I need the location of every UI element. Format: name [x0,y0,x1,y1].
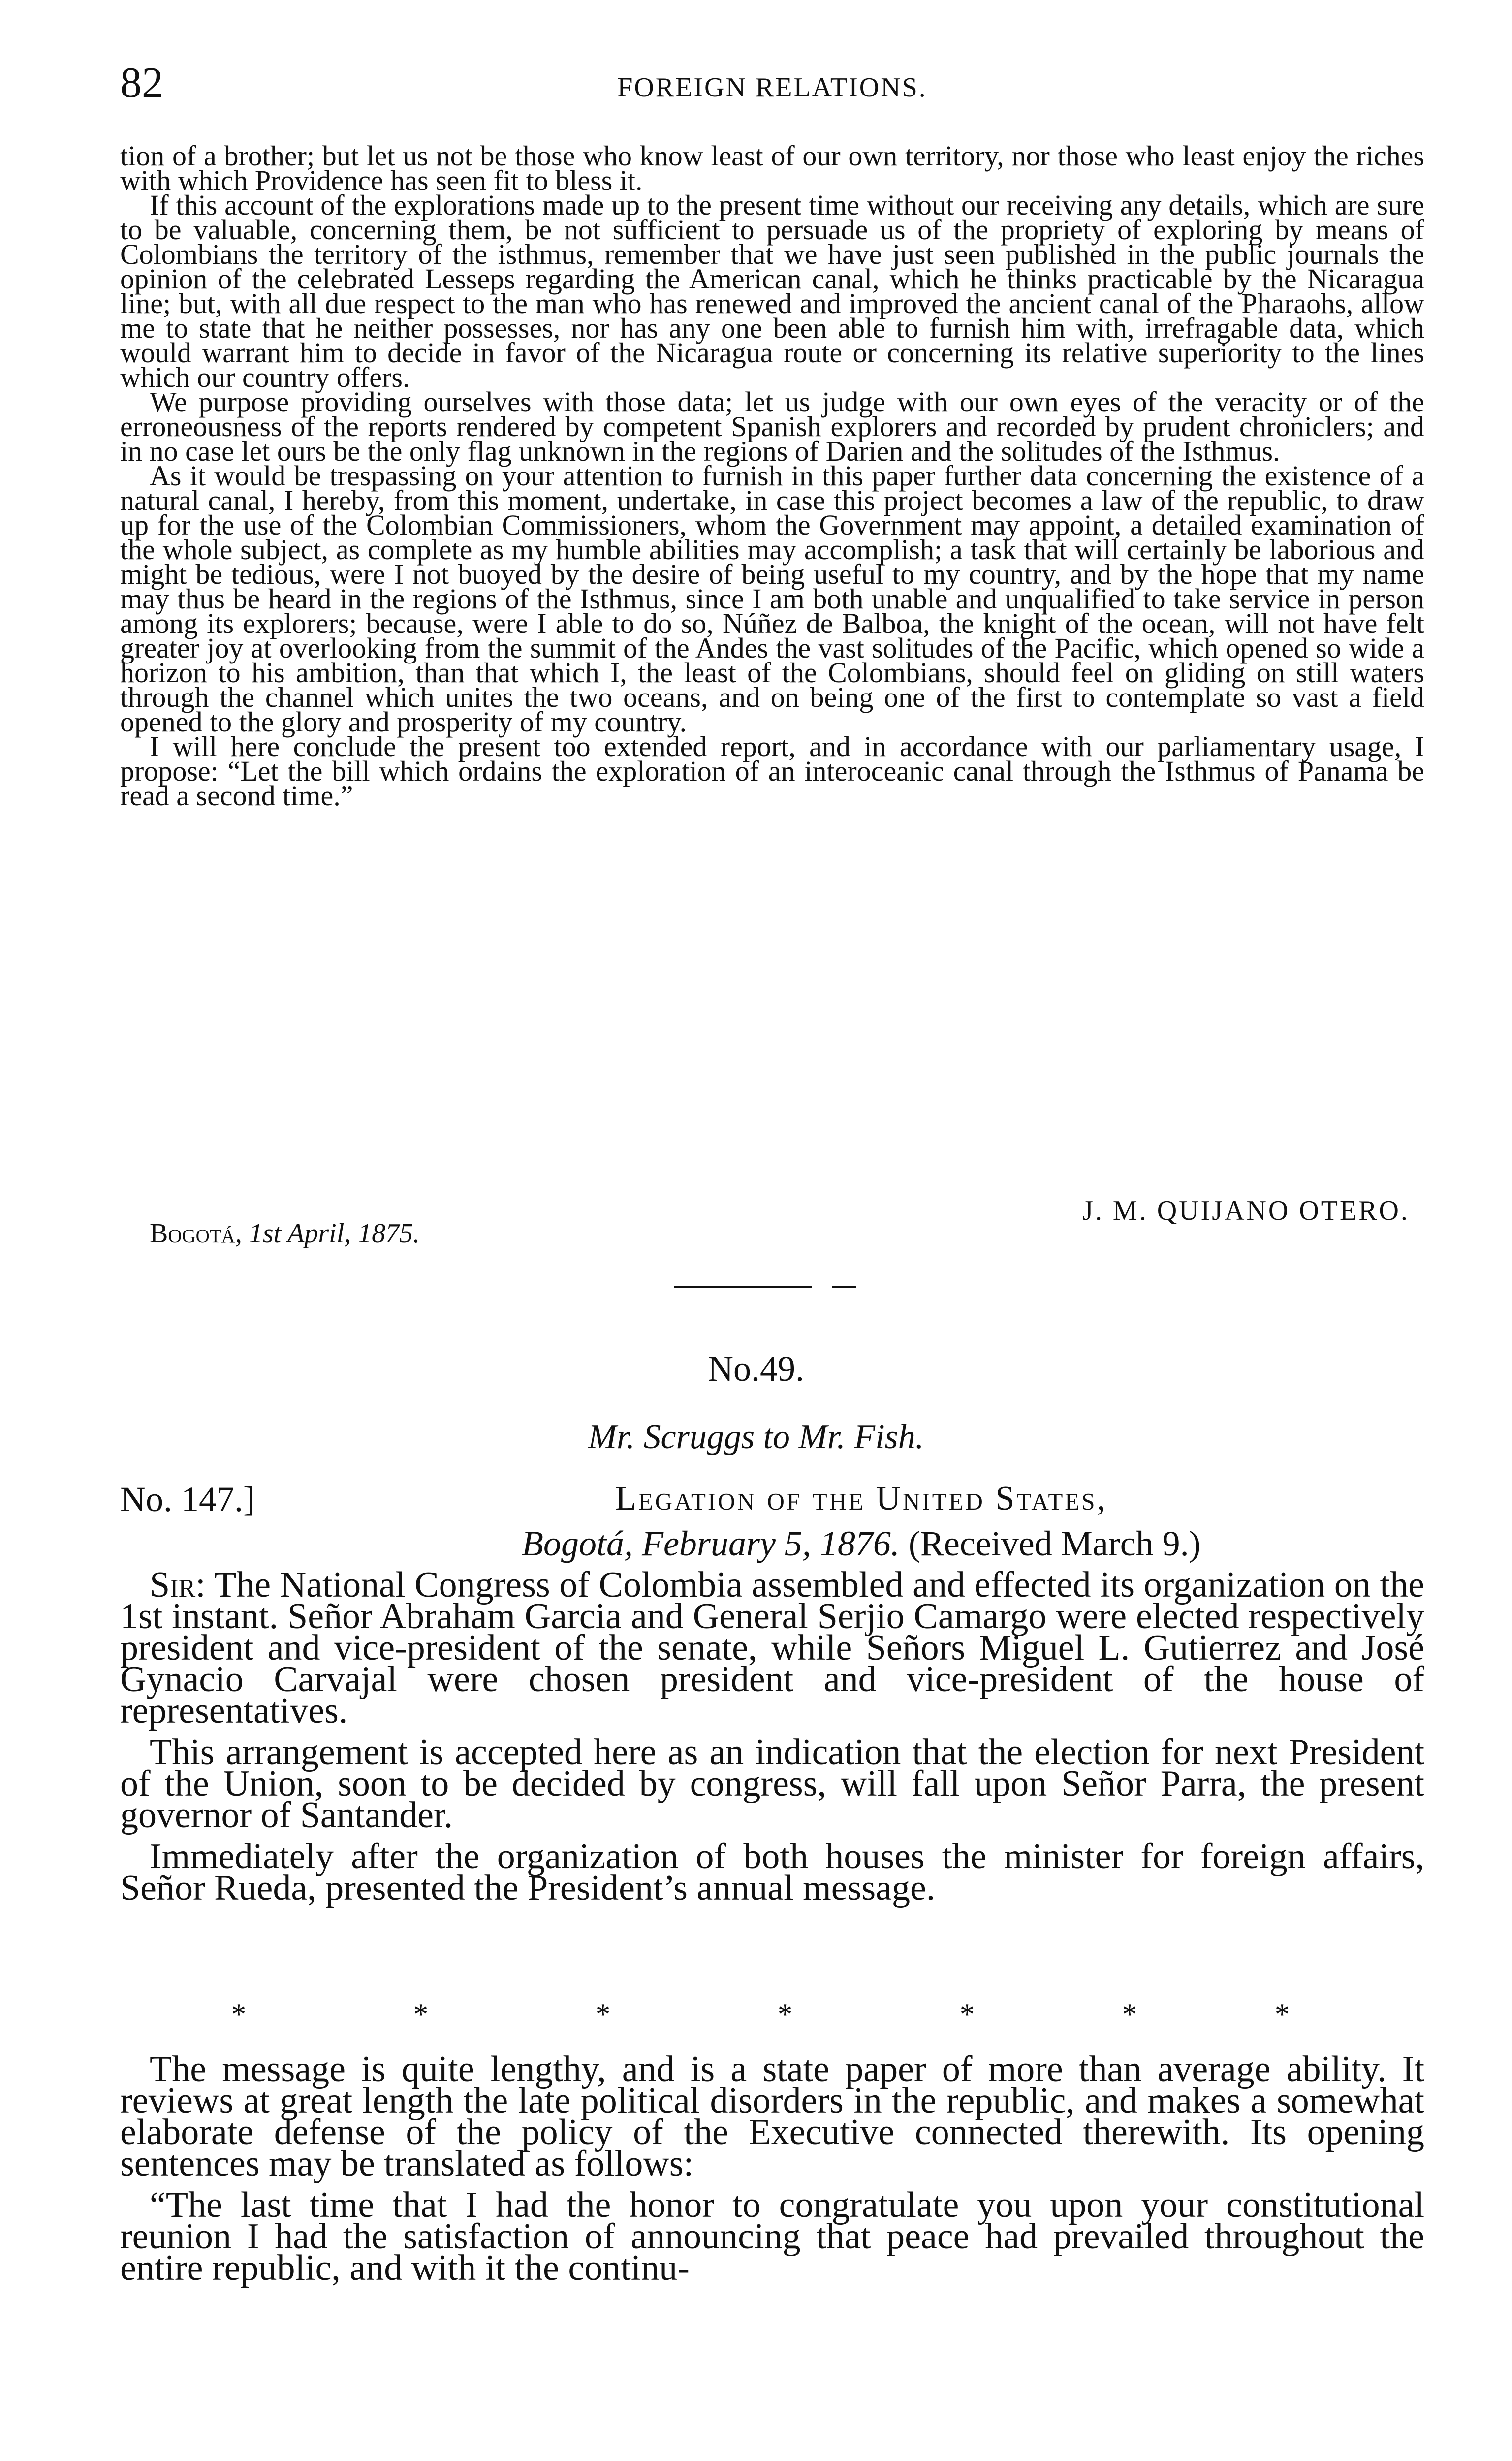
document-title: Mr. Scruggs to Mr. Fish. [588,1418,924,1456]
section-divider-dash [832,1286,856,1288]
star-mark: * [1275,1998,1290,2030]
letter-paragraph [120,1565,1424,1731]
report-signer: J. M. QUIJANO OTERO. [1082,1196,1410,1226]
report-paragraph: If this account of the explorations made up to the present time without our receiving any details, which are sure to be valuable, concerning them, be not sufficient to persuade us of the propriety of exploring by means of Colombians the territory of the isthmus, remember that we have just seen published in the public journals the opinion of the celebrated Lesseps regarding the American canal, which he thinks practicable by the Nicaragua line; but, with all due respect to the man who has renewed and improved the ancient canal of the Pharaohs, allow me to state that he neither possesses, nor has any one been able to furnish him with, irrefragable data, which would warrant him to decide in favor of the Nicaragua route or concerning its relative superiority to the lines which our country offers. [120,189,1424,393]
star-mark: * [1122,1998,1137,2030]
page-header [120,58,1424,112]
report-place: Bogotá, [150,1218,242,1249]
letter-paragraph: The message is quite lengthy, and is a state paper of more than average ability. It reviews at great length the late political disorders in the republic, and makes a somewhat elaborate defense of the policy of the Executive connected therewith. Its opening sentences may be translated as follows: [120,2049,1424,2184]
star-mark: * [596,1998,610,2030]
letter-body [120,1565,1424,1908]
page-number: 82 [120,59,163,107]
star-mark: * [778,1998,792,2030]
section-divider [674,1286,812,1288]
letter-paragraph: “The last time that I had the honor to congratulate you upon your constitutional reunion I had the satisfaction of announcing that peace had prevailed throughout the entire republic, and with it the continu- [120,2185,1424,2288]
report-signature-row [120,1195,1424,1249]
star-mark: * [231,1998,246,2030]
star-mark: * [413,1998,428,2030]
running-title: FOREIGN RELATIONS. [617,72,927,103]
received-date: (Received March 9.) [908,1524,1201,1563]
star-mark: * [960,1998,975,2030]
letter-paragraph: Immediately after the organization of both houses the minister for foreign affairs, Señor Rueda, presented the President’s annual message. [120,1836,1424,1908]
letter-paragraph: This arrangement is accepted here as an indication that the election for next President of the Union, soon to be decided by congress, will fall upon Señor Parra, the present governor of Santander. [120,1732,1424,1835]
dispatch-date-place: Bogotá, February 5, 1876. [522,1524,900,1563]
report-paragraph: I will here conclude the present too extended report, and in accordance with our parliamentary usage, I propose: “Let the bill which ordains the exploration of an interoceanic canal through the Isthmus of Panama be read a second time.” [120,730,1424,812]
letter-body-continued [120,2049,1424,2288]
report-paragraph: We purpose providing ourselves with those data; let us judge with our own eyes of the veracity or of the erroneousness of the reports rendered by competent Spanish explorers and recorded by prudent chroniclers; and in no case let ours be the only flag unknown in the regions of Darien and the solitudes of the Isthmus. [120,386,1424,467]
letter-paragraph-text: The National Congress of Colombia assembled and effected its organization on the 1st instant. Señor Abraham Garcia and General Serjio Camargo were elected respectively president and vice-president of the senate, while Señors Miguel L. Gutierrez and José Gynacio Carvajal were chosen president and vice-president of the house of representatives. [120,1565,1424,1731]
report-text [120,140,1424,812]
report-place-date [150,1218,420,1249]
salutation: Sir: [150,1565,206,1605]
ellipsis-stars [120,1997,1424,2030]
dispatch-number: No. 147.] [120,1480,255,1519]
dispatch-dateline [522,1523,1201,1564]
legation-heading: Legation of the United States, [615,1480,1107,1517]
report-paragraph: As it would be trespassing on your attention to furnish in this paper further data concerning the existence of a natural canal, I hereby, from this moment, undertake, in case this project becomes a law of the republic, to draw up for the use of the Colombian Commissioners, whom the Government may appoint, a detailed examination of the whole subject, as complete as my humble abilities may accomplish; a task that will certainly be laborious and might be tedious, were I not buoyed by the desire of being useful to my country, and by the hope that my name may thus be heard in the regions of the Isthmus, since I am both unable and unqualified to take service in person among its explorers; because, were I able to do so, Núñez de Balboa, the knight of the ocean, will not have felt greater joy at overlooking from the summit of the Andes the vast solitudes of the Pacific, which opened so wide a horizon to his ambition, than that which I, the least of the Colombians, should feel on gliding on still waters through the channel which unites the two oceans, and on being one of the first to contemplate so vast a field opened to the glory and prosperity of my country. [120,460,1424,738]
report-date: 1st April, 1875. [249,1218,420,1249]
document-number: No.49. [708,1349,804,1388]
report-paragraph: tion of a brother; but let us not be those who know least of our own territory, nor those who least enjoy the riches with which Providence has seen fit to bless it. [120,140,1424,196]
